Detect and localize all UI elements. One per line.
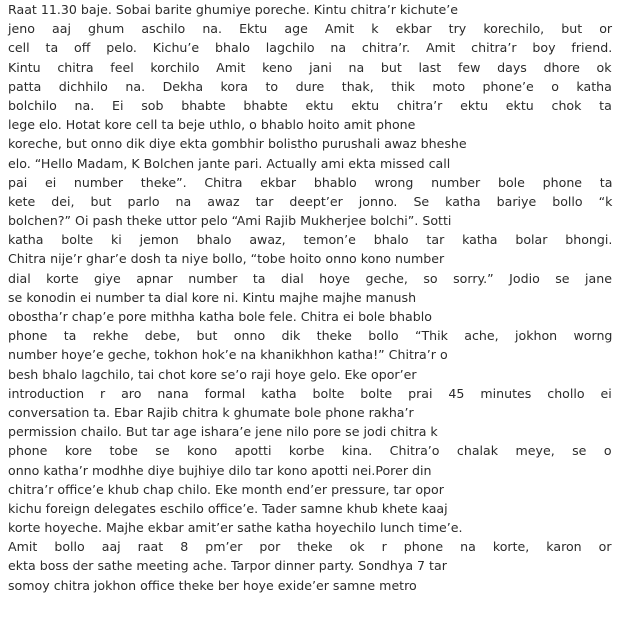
text-line-1: Raat 11.30 baje. Sobai barite ghumiye poreche. Kintu chitra’r kichute’e [8, 2, 458, 17]
text-line-30: ekta boss der sathe meeting ache. Tarpor dinner party. Sondhya 7 tar [8, 558, 447, 574]
text-line-3: cell ta off pelo. Kichu’e bhalo lagchilo na chitra’r. Amit chitra’r boy friend. [8, 40, 613, 56]
text-line-6: bolchilo na. Ei sob bhabte bhabte ektu ektu chitra’r ektu ektu chok ta [8, 97, 612, 113]
text-line-13: katha bolte ki jemon bhalo awaz, temon’e bhalo tar katha bolar bhongi. [8, 232, 613, 248]
text-line-7: lege elo. Hotat kore cell ta beje uthlo, o bhablo hoito amit phone [8, 117, 416, 133]
text-line-26: chitra’r office’e khub chap chilo. Eke month end’er pressure, tar opor [8, 481, 444, 497]
text-line-23: permission chailo. But tar age ishara’e jene nilo pore se jodi chitra k [8, 424, 438, 440]
text-line-15: dial korte giye apnar number ta dial hoye geche, so sorry.” Jodio se jane [8, 270, 612, 286]
text-line-18: phone ta rekhe debe, but onno dik theke bollo “Thik ache, jokhon worng [8, 328, 613, 344]
text-line-19: number hoye’e geche, tokhon hok’e na khanikhhon katha!” Chitra’r o [8, 347, 448, 363]
text-line-10: pai ei number theke”. Chitra ekbar bhablo wrong number bole phone ta [8, 174, 613, 190]
text-line-9: elo. “Hello Madam, K Bolchen jante pari. Actually ami ekta missed call [8, 155, 451, 171]
text-line-22: conversation ta. Ebar Rajib chitra k ghumate bole phone rakha’r [8, 404, 414, 420]
text-line-21: introduction r aro nana formal katha bolte bolte prai 45 minutes chollo ei [8, 385, 612, 401]
text-line-5: patta dichhilo na. Dekha kora to dure thak, thik moto phone’e o katha [8, 78, 612, 94]
text-line-24: phone kore tobe se kono apotti korbe kina. Chitra’o chalak meye, se o [8, 443, 612, 459]
text-line-28: korte hoyeche. Majhe ekbar amit’er sathe katha hoyechilo lunch time’e. [8, 520, 463, 536]
story-text-block [8, 0, 612, 595]
text-line-11: kete dei, but parlo na awaz tar deept’er jonno. Se katha bariye bollo “k [8, 193, 613, 209]
text-line-4: Kintu chitra feel korchilo Amit keno jani na but last few days dhore ok [8, 59, 612, 75]
text-line-20: besh bhalo lagchilo, tai chot kore se’o raji hoye gelo. Eke opor’er [8, 366, 417, 382]
text-line-14: Chitra nije’r ghar’e dosh ta niye bollo, “tobe hoito onno kono number [8, 251, 445, 267]
text-line-2: jeno aaj ghum aschilo na. Ektu age Amit k ekbar try korechilo, but or [8, 21, 613, 37]
text-line-27: kichu foreign delegates eschilo office’e. Tader samne khub khete kaaj [8, 500, 448, 516]
text-line-17: obostha’r chap’e pore mithha katha bole fele. Chitra ei bole bhablo [8, 309, 432, 324]
text-line-12: bolchen?” Oi pash theke uttor pelo “Ami Rajib Mukherjee bolchi”. Sotti [8, 213, 452, 229]
text-line-31: somoy chitra jokhon office theke ber hoye exide’er samne metro [8, 577, 417, 593]
text-line-8: koreche, but onno dik diye ekta gombhir bolistho purushali awaz bheshe [8, 136, 467, 152]
text-line-29: Amit bollo aaj raat 8 pm’er por theke ok r phone na korte, karon or [8, 539, 612, 555]
text-line-25: onno katha’r modhhe diye bujhiye dilo tar kono apotti nei.Porer din [8, 462, 432, 478]
text-line-16: se konodin ei number ta dial kore ni. Kintu majhe majhe manush [8, 289, 417, 305]
